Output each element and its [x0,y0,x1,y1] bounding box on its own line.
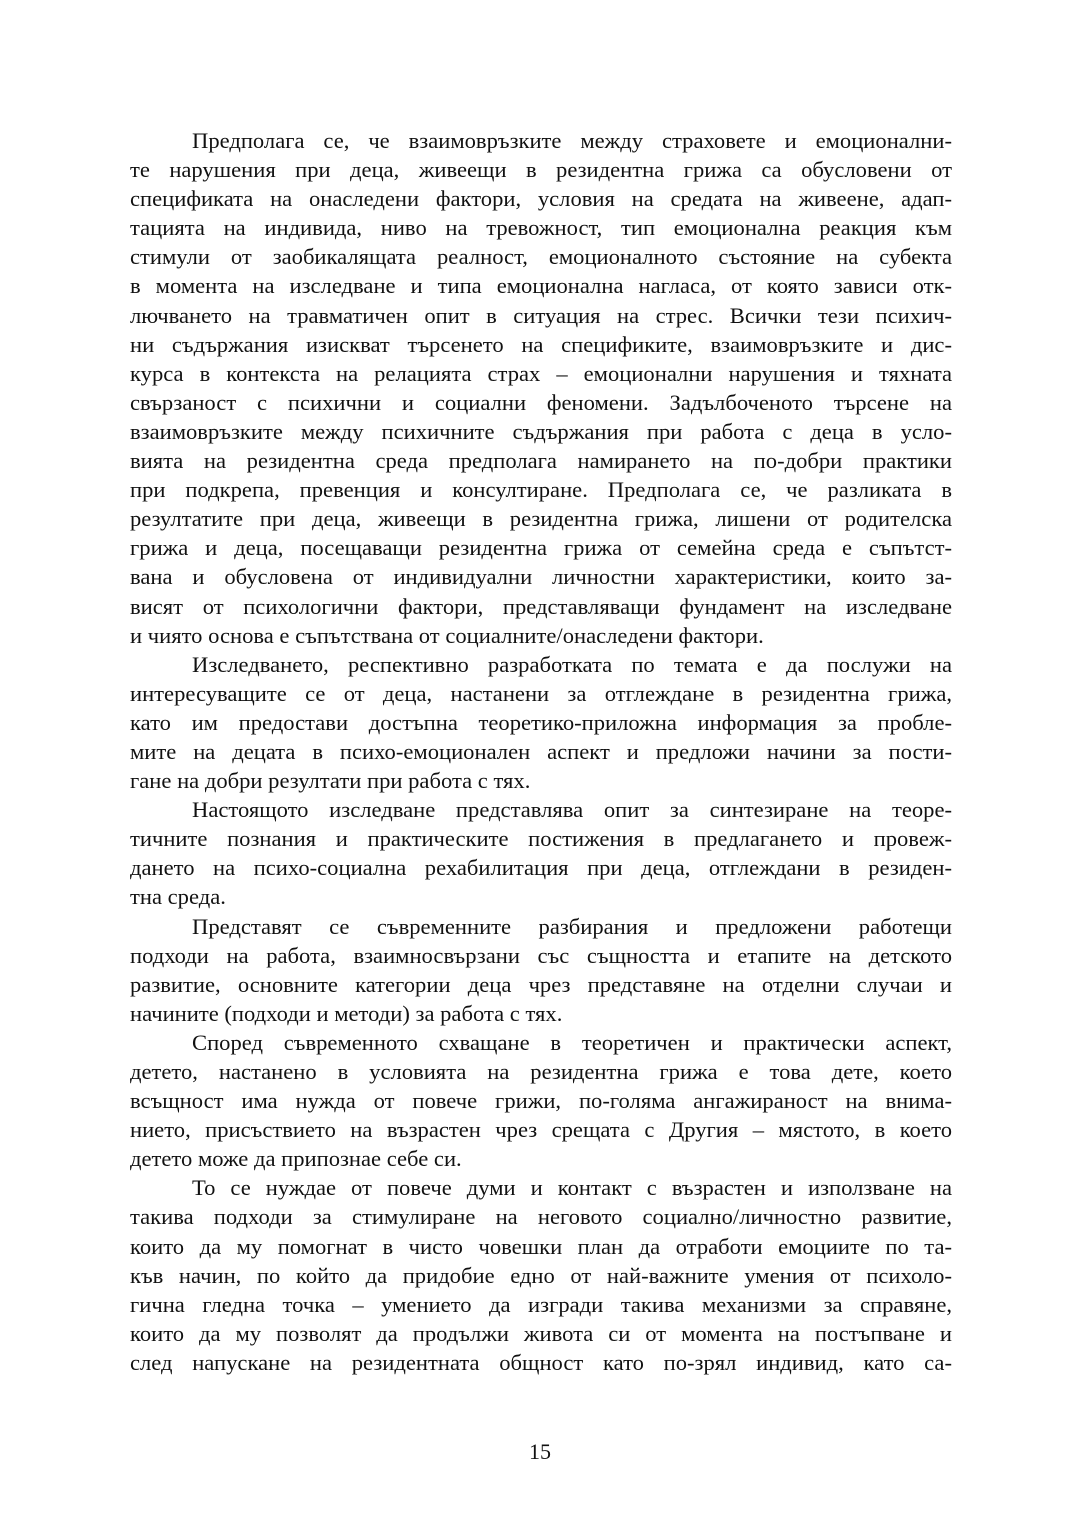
text-line: То се нуждае от повече думи и контакт с възрастен и използване на [192,1175,952,1201]
text-line: мите на децата в психо-емоционален аспект и предложи начини за пости- [130,738,952,764]
text-line: тичните познания и практическите постижения в предлагането и провеж- [130,826,952,852]
text-line: Предполага се, че взаимовръзките между страховете и емоционални- [192,128,952,153]
text-line: взаимовръзките между психичните съдържания при работа с деца в усло- [130,418,952,444]
text-line: развитие, основните категории деца чрез представяне на отделни случаи и [130,971,952,997]
paragraph [130,912,952,1028]
text-line: интересуващите се от деца, настанени за отглеждане в резидентна грижа, [130,680,952,706]
text-line: такива подходи за стимулиране на неговото социално/личностно развитие, [130,1204,952,1230]
paragraph [130,650,952,795]
text-line: къв начин, по който да придобие едно от най-важните умения от психоло- [130,1262,952,1288]
text-line: тна среда. [130,884,226,910]
paragraph [130,126,952,650]
text-line: гична гледна точка – умението да изгради такива механизми за справяне, [130,1291,952,1317]
text-line: стимули от заобикалящата реалност, емоционалното състояние на субекта [130,244,952,270]
text-line: резултатите при деца, живеещи в резидентна грижа, лишени от родителска [130,506,952,532]
text-line: детето, настанено в условията на резидентна грижа е това дете, което [130,1059,952,1084]
text-line: висят от психологични фактори, представляващи фундамент на изследване [130,593,952,619]
paragraph [130,795,952,911]
text-line: като им предостави достъпна теоретико-приложна информация за пробле- [130,709,952,735]
text-line: вията на резидентна среда предполага намирането на по-добри практики [130,448,952,474]
text-line: грижа и деца, посещаващи резидентна грижа от семейна среда е съпътст- [130,535,952,561]
paragraph [130,1028,952,1173]
text-line: курса в контекста на релацията страх – емоционални нарушения и тяхната [130,360,952,386]
text-line: при подкрепа, превенция и консултиране. Предполага се, че разликата в [130,477,952,503]
text-line: нието, присъствието на възрастен чрез срещата с Другия – мястото, в което [130,1117,952,1143]
text-line: Изследването, респективно разработката по темата е да послужи на [192,651,952,677]
paragraph [130,1173,952,1377]
text-line: всъщност има нужда от повече грижи, по-голяма ангажираност на внима- [130,1088,952,1114]
text-line: Настоящото изследване представлява опит за синтезиране на теоре- [192,797,952,823]
page-number: 15 [529,1439,551,1464]
text-line: Според съвременното схващане в теоретичен и практически аспект, [192,1029,952,1055]
text-line: и чиято основа е съпътствана от социалните/онаследени фактори. [130,622,764,648]
text-line: свързаност с психични и социални феномени. Задълбоченото търсене на [130,389,952,415]
text-line: след напускане на резидентната общност като по-зрял индивид, като са- [130,1349,952,1375]
text-line: те нарушения при деца, живеещи в резидентна грижа са обусловени от [130,157,952,183]
text-line: тацията на индивида, ниво на тревожност, тип емоционална реакция към [130,215,952,241]
text-line: Представят се съвременните разбирания и предложени работещи [192,913,952,939]
text-line: ни съдържания изискват търсенето на спецификите, взаимовръзките и дис- [130,331,952,357]
text-line: които да му помогнат в чисто човешки план да отработи емоциите по та- [130,1233,952,1259]
text-line: спецификата на онаследени фактори, условия на средата на живеене, адап- [130,186,952,212]
document-body [130,126,952,1377]
text-line: дането на психо-социална рехабилитация при деца, отглеждани в резиден- [130,855,952,881]
text-line: в момента на изследване и типа емоционална нагласа, от която зависи отк- [130,273,952,299]
text-line: които да му позволят да продължи живота си от момента на постъпване и [130,1320,952,1346]
text-line: вана и обусловена от индивидуални личностни характеристики, които за- [130,564,952,590]
text-line: подходи на работа, взаимносвързани със същността и етапите на детското [130,942,952,968]
text-line: начините (подходи и методи) за работа с тях. [130,1000,563,1026]
text-line: лючването на травматичен опит в ситуация на стрес. Всички тези психич- [130,302,952,328]
text-line: детето може да припознае себе си. [130,1146,462,1172]
text-line: гане на добри резултати при работа с тях. [130,768,531,794]
